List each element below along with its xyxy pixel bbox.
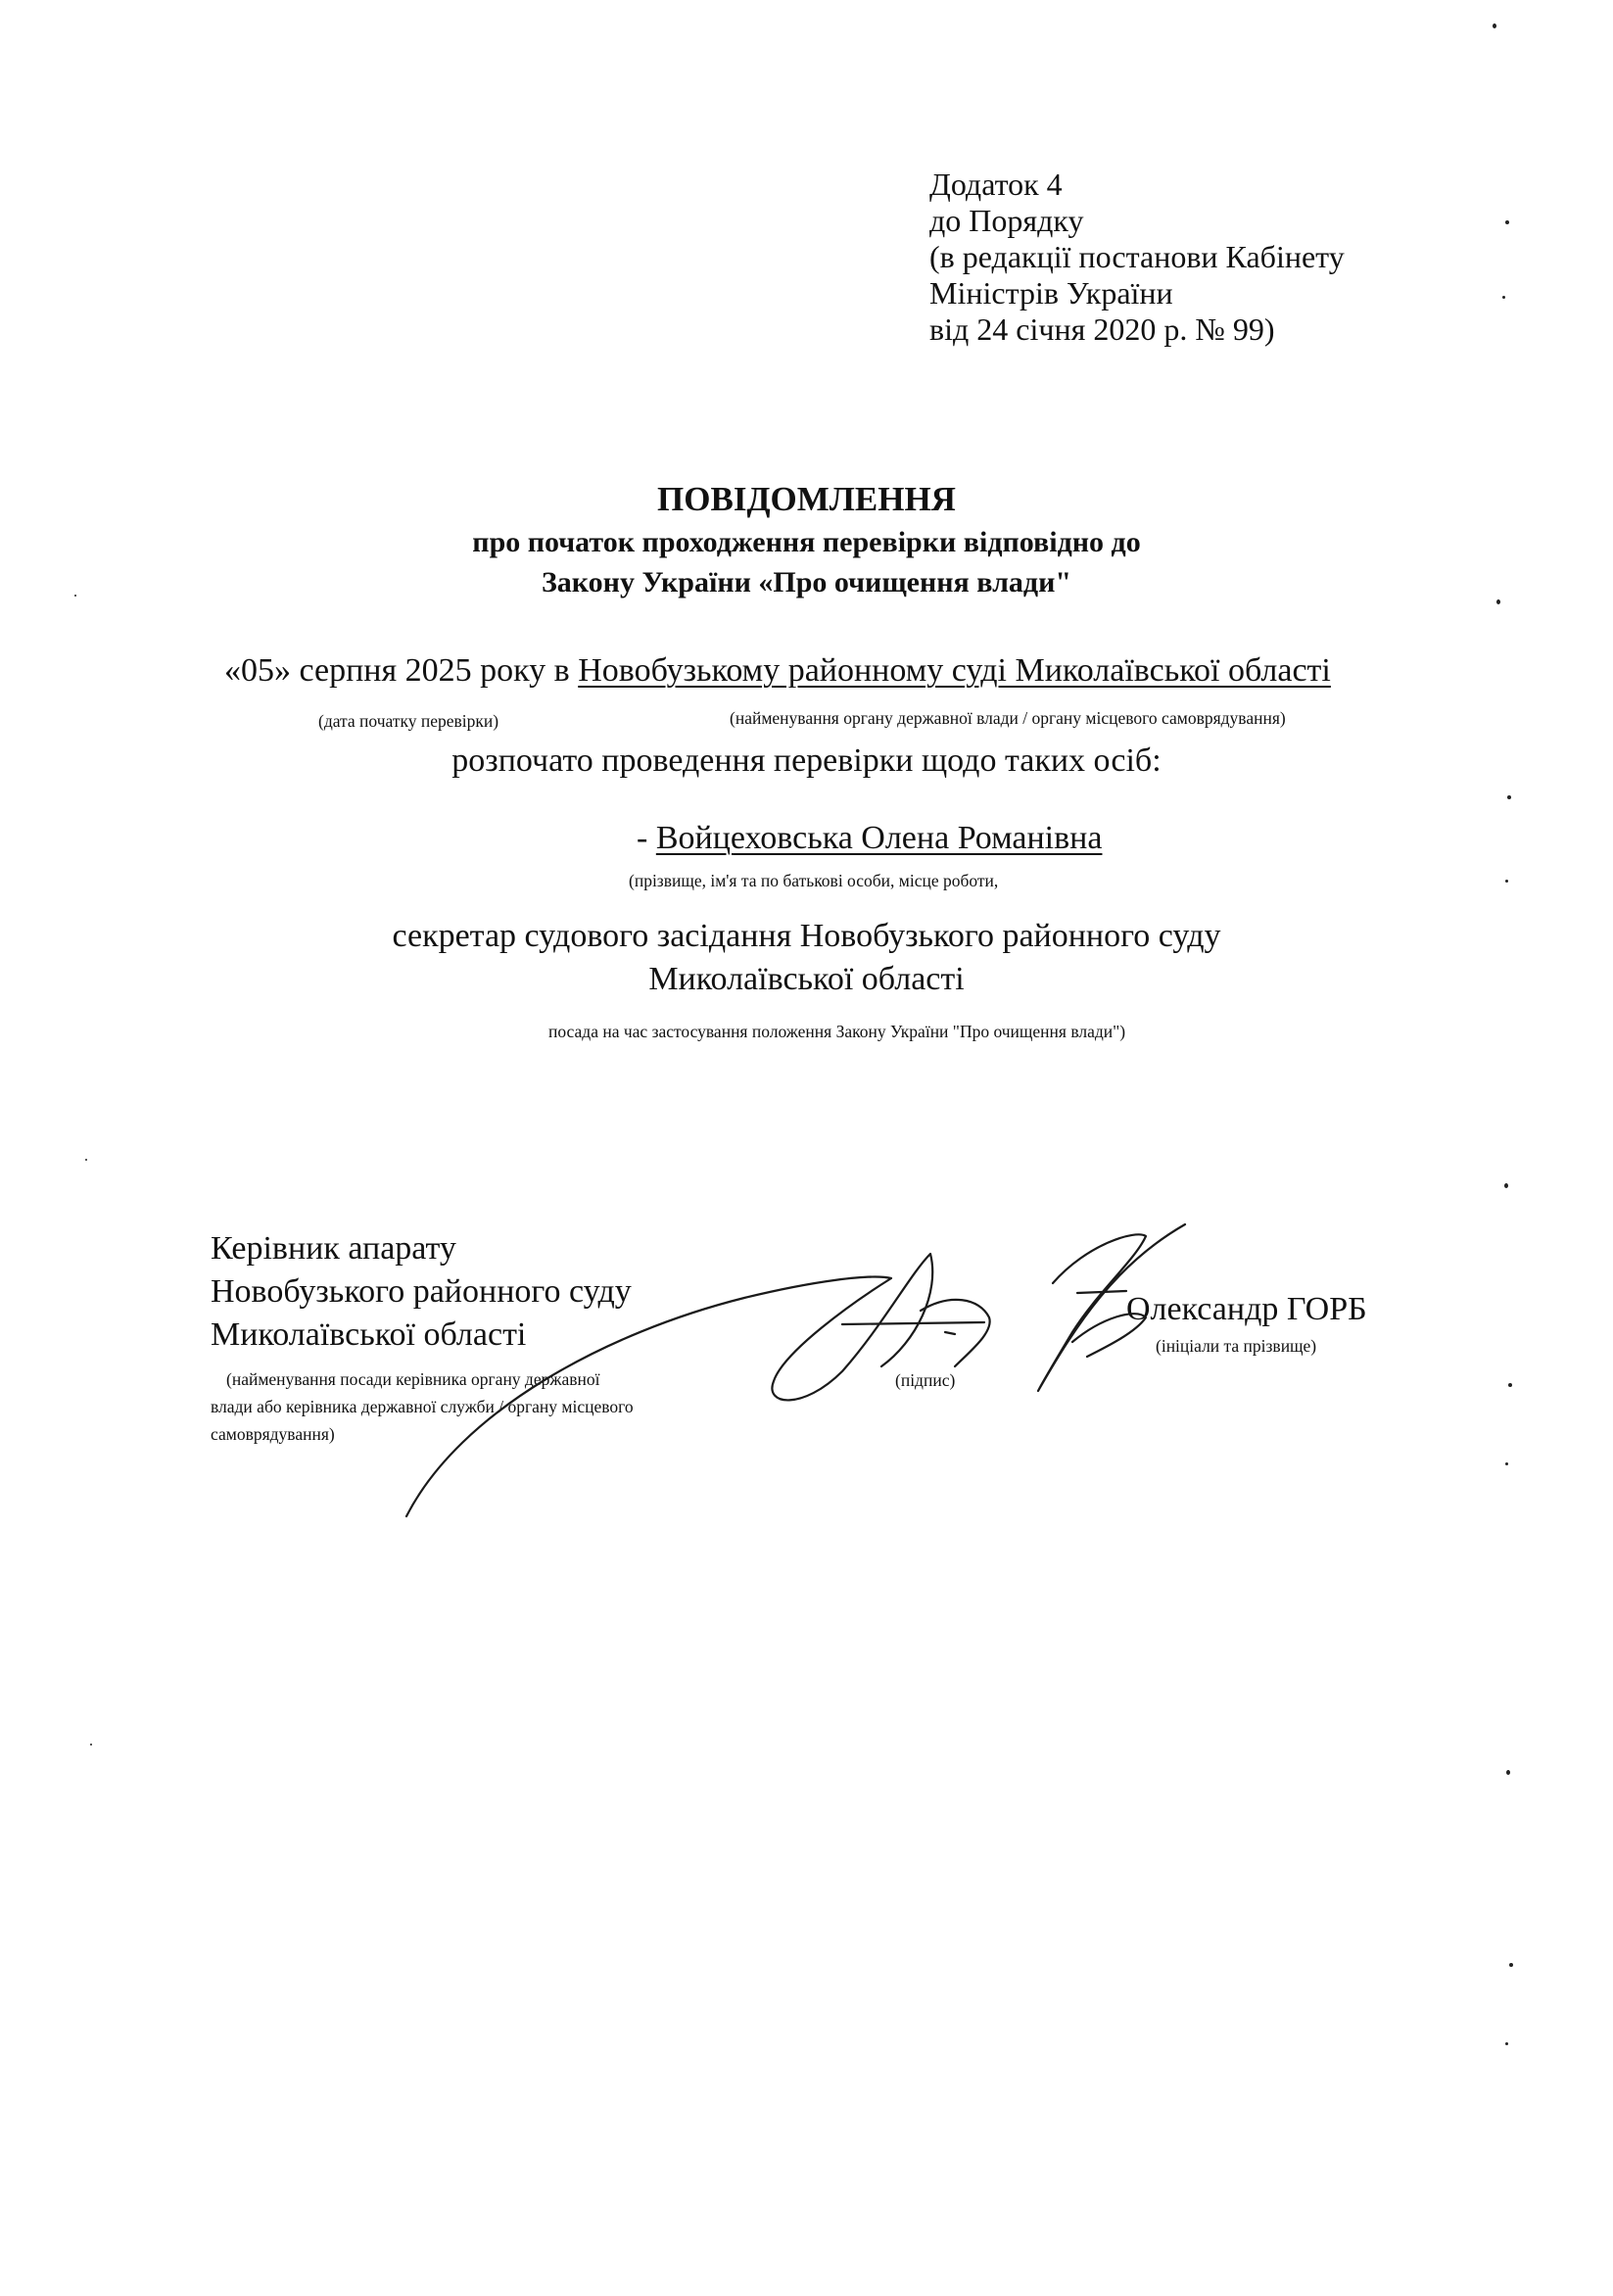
scan-speck: [1505, 220, 1509, 224]
date-caption: (дата початку перевірки): [318, 711, 499, 731]
person-caption: (прізвище, ім'я та по батькові особи, місце роботи,: [629, 871, 999, 890]
signatory-title: Миколаївської області: [211, 1316, 527, 1353]
scan-speck: [90, 1744, 92, 1746]
scan-speck: [1506, 1770, 1510, 1775]
person-position: Миколаївської області: [648, 961, 965, 997]
signatory-title-caption: влади або керівника державної служби / органу місцевого: [211, 1397, 634, 1416]
annex-line: від 24 січня 2020 р. № 99): [929, 311, 1275, 347]
scan-speck: [85, 1159, 87, 1161]
document-subtitle: про початок проходження перевірки відповідно до: [472, 526, 1141, 558]
scan-speck: [1493, 24, 1496, 28]
signatory-title: Новобузького районного суду: [211, 1273, 632, 1310]
organ-name: Новобузькому районному суді Миколаївської області: [578, 652, 1331, 689]
annex-line: Додаток 4: [929, 167, 1063, 202]
scan-speck: [1508, 1383, 1512, 1387]
document-subtitle: Закону України «Про очищення влади": [541, 566, 1072, 598]
signature-caption: (підпис): [895, 1370, 956, 1390]
person-name: Войцеховська Олена Романівна: [655, 820, 1103, 856]
signatory-name-caption: (ініціали та прізвище): [1156, 1336, 1317, 1356]
scan-speck: [1505, 2042, 1508, 2045]
signatory-title-caption: самоврядування): [211, 1424, 335, 1444]
scan-speck: [74, 595, 76, 597]
person-position: секретар судового засідання Новобузького районного суду: [392, 918, 1221, 954]
check-start-date: «05» серпня 2025 року в: [224, 652, 570, 689]
signatory-title: Керівник апарату: [211, 1230, 456, 1267]
annex-line: (в редакції постанови Кабінету: [929, 239, 1345, 274]
scan-speck: [1502, 296, 1505, 299]
scan-speck: [1496, 599, 1500, 604]
scan-speck: [1509, 1963, 1513, 1967]
annex-line: Міністрів України: [929, 275, 1173, 311]
scan-speck: [1504, 1183, 1508, 1188]
list-dash: -: [637, 820, 656, 856]
scan-speck: [1507, 795, 1511, 799]
organ-caption: (найменування органу державної влади / органу місцевого самоврядування): [730, 708, 1286, 728]
signatory-title-caption: (найменування посади керівника органу державної: [226, 1369, 600, 1389]
document-title: ПОВІДОМЛЕННЯ: [657, 480, 956, 518]
scan-speck: [1505, 880, 1508, 883]
annex-line: до Порядку: [929, 203, 1084, 238]
scan-speck: [1505, 1462, 1508, 1465]
position-caption: посада на час застосування положення Закону України "Про очищення влади"): [548, 1022, 1126, 1041]
signatory-name: Олександр ГОРБ: [1126, 1291, 1367, 1327]
check-started-text: розпочато проведення перевірки щодо таких осіб:: [451, 742, 1162, 779]
